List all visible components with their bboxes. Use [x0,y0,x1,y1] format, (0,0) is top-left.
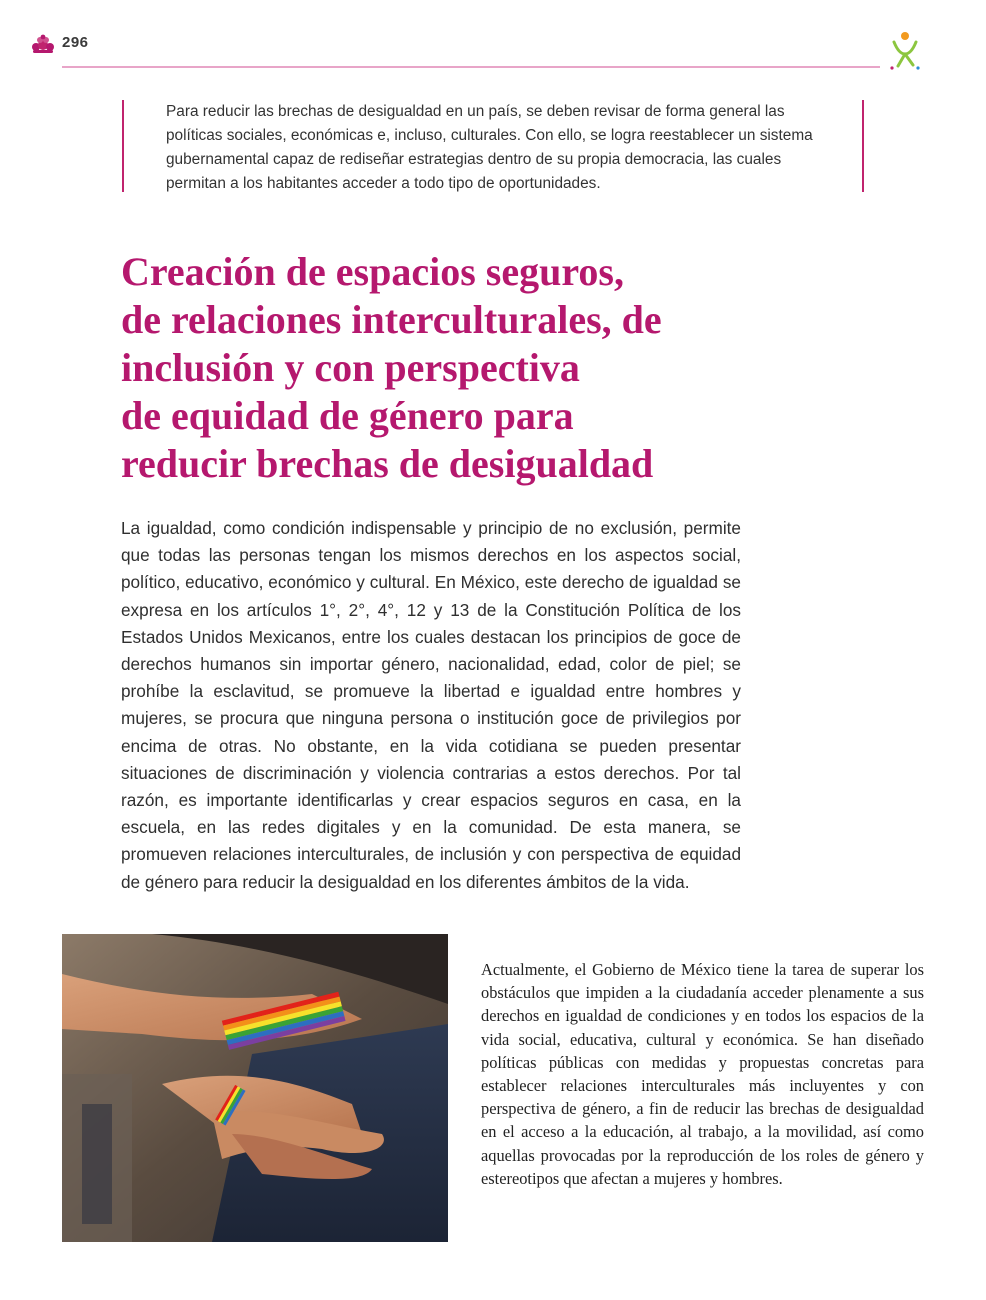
section-title [121,248,761,488]
body-paragraph: La igualdad, como condición indispensable y principio de no exclusión, permite que todas las personas tengan los mismos derechos en los aspectos social, político, educativo, económico y cultural. En México, este derecho de igualdad se expresa en los artículos 1°, 2°, 4°, 12 y 13 de la Constitución Política de los Estados Unidos Mexicanos, entre los cuales destacan los principios de goce de derechos humanos sin importar género, nacionalidad, edad, color de piel; se prohíbe la esclavitud, se promueve la libertad e igualdad entre hombres y mujeres, se procura que ninguna persona o institución goce de privilegios por encima de otras. No obstante, en la vida cotidiana se pueden presentar situaciones de discriminación y violencia contrarias a estos derechos. Por tal razón, es importante identificarlas y crear espacios seguros en casa, en la escuela, en las redes digitales y en la comunidad. De esta manera, se promueven relaciones interculturales, de inclusión y con perspectiva de equidad de género para reducir la desigualdad en los diferentes ámbitos de la vida. [121,518,741,892]
header-divider [62,66,880,68]
title-line: inclusión y con perspectiva [121,345,580,390]
title-line: de equidad de género para [121,393,574,438]
page-number: 296 [62,34,89,51]
colorful-figure-logo-icon [884,30,926,72]
flower-ornament-icon [30,34,56,54]
side-paragraph: Actualmente, el Gobierno de México tiene la tarea de superar los obstáculos que impiden a la ciudadanía acceder plenamente a sus derechos en igualdad de condiciones y en todos los espacios de la vida social, educativa, cultural y económica. Se han diseñado políticas públicas con medidas y propuestas concretas para establecer relaciones interculturales más incluyentes y con perspectiva de género, a fin de reducir las brechas de desigualdad en el acceso a la educación, al trabajo, a la movilidad, así como aquellas provocadas por la reproducción de los roles de género y estereotipos que afectan a mujeres y hombres. [481,960,924,1188]
intro-callout [122,100,864,192]
clasped-hands-rainbow-bracelet-photo [62,934,448,1242]
intro-paragraph: Para reducir las brechas de desigualdad en un país, se deben revisar de forma general las políticas sociales, económicas e, incluso, culturales. Con ello, se logra reestablecer un sistema gubernamental capaz de rediseñar estrategias dentro de su propia democracia, las cuales permitan a los habitantes acceder a todo tipo de oportunidades. [166,103,813,192]
photo-illustration [62,934,448,1242]
title-line: reducir brechas de desigualdad [121,441,654,486]
title-line: Creación de espacios seguros, [121,249,624,294]
title-line: de relaciones interculturales, de [121,297,662,342]
page-header [0,0,986,80]
